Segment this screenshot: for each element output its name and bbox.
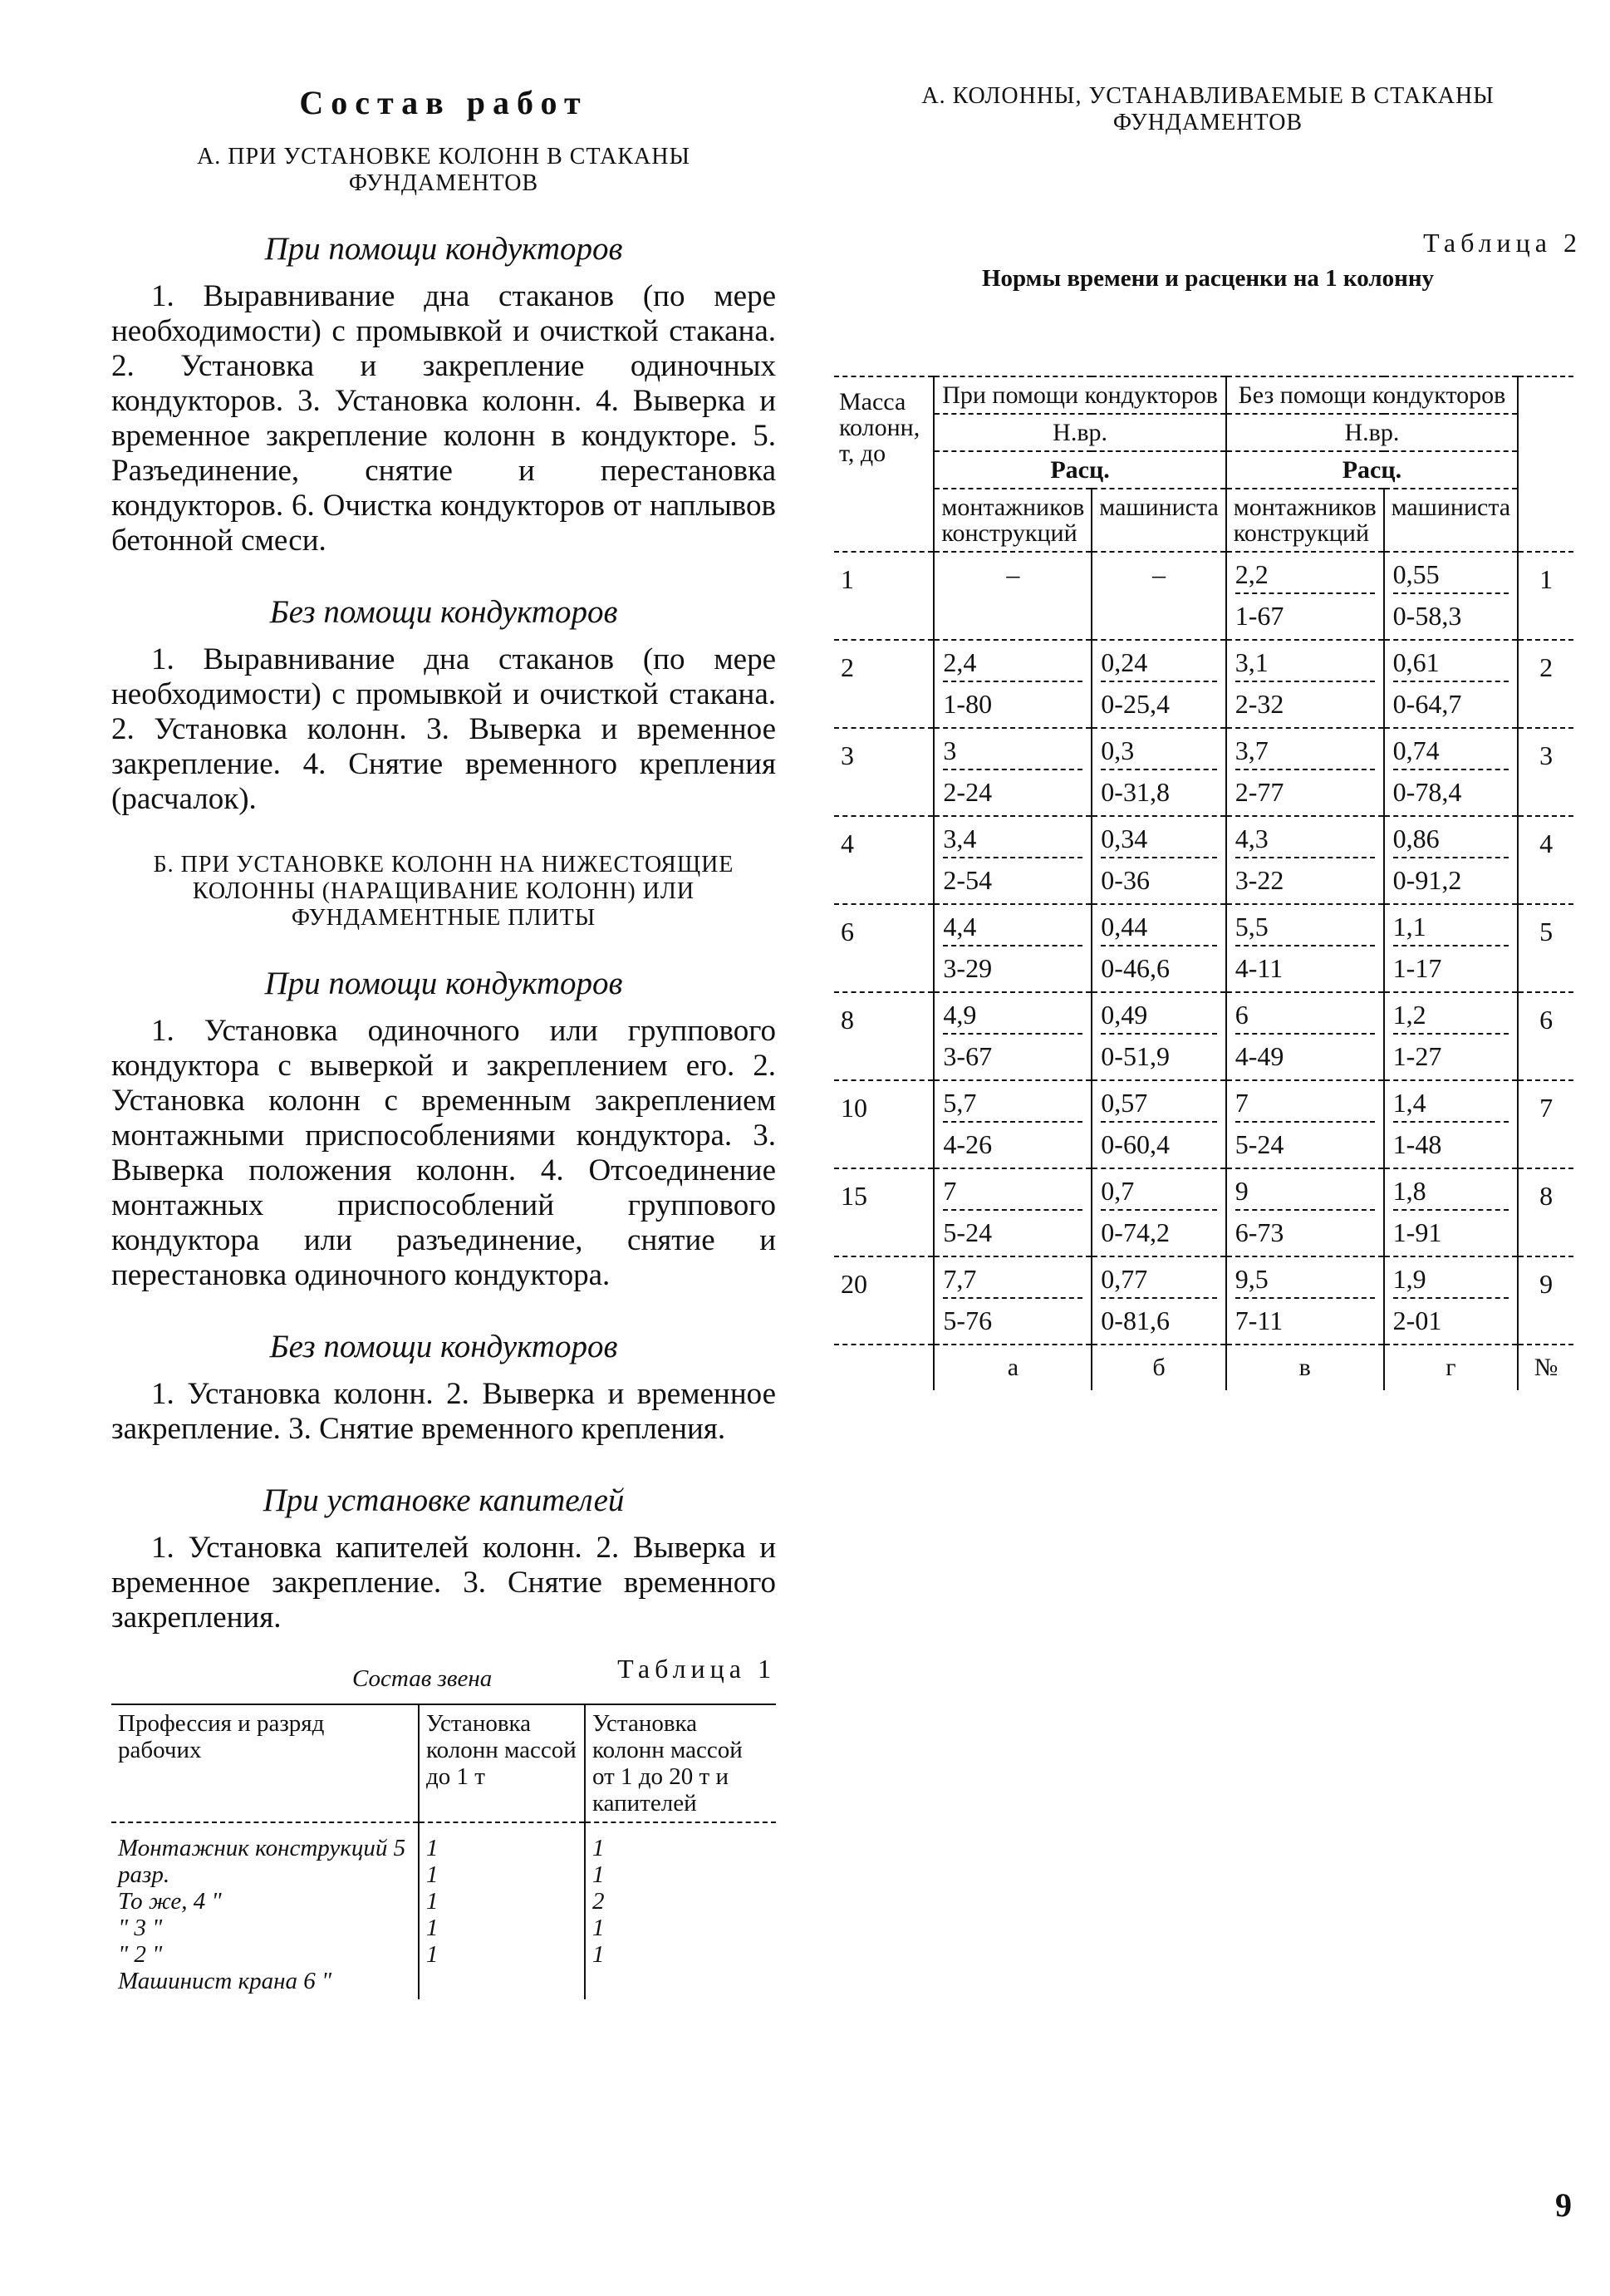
norm-cell	[1226, 728, 1384, 816]
table2-header-montazh-with: монтажников конструкций	[934, 489, 1092, 552]
rate: 1-27	[1392, 1041, 1442, 1071]
table2-footer-g: г	[1384, 1345, 1518, 1390]
time-norm: 0,44	[1101, 912, 1216, 946]
rate: 4-26	[943, 1129, 993, 1159]
table1-label: Таблица 1	[617, 1654, 776, 1684]
table2-header-with: При помощи кондукторов	[934, 376, 1225, 414]
table2-header-spacer	[1518, 376, 1573, 552]
norm-cell	[1384, 640, 1518, 728]
mass-cell: 4	[841, 828, 854, 858]
a-with-text: 1. Выравнивание дна стаканов (по мере необходимости) с промывкой и очисткой стакана. 2. Установка и закрепление одиночных кондукторов. 3. Установка колонн. 4. Выверка и временное закрепление колонн в кондукторе. 5. Разъединение, снятие и перестановка кондукторов. 6. Очистка кондукторов от наплывов бетонной смеси.	[111, 279, 776, 558]
count-cell: 1	[592, 1861, 605, 1888]
time-norm: 3,1	[1235, 647, 1375, 682]
time-norm: 0,55	[1393, 559, 1509, 594]
rate: 7-11	[1234, 1305, 1284, 1335]
time-norm: 0,77	[1101, 1264, 1216, 1299]
table1-col-1to20t	[585, 1822, 776, 1999]
profession-row: " 3 "	[118, 1915, 163, 1941]
norm-cell	[1226, 552, 1384, 640]
norm-cell	[1092, 904, 1225, 992]
a-without-subheading: Без помощи кондукторов	[269, 594, 618, 630]
time-norm: 0,34	[1101, 824, 1216, 858]
profession-row: То же, 4 "	[118, 1888, 222, 1915]
time-norm: 9	[1235, 1176, 1375, 1211]
rate: 0-46,6	[1101, 953, 1170, 983]
norm-cell	[1384, 728, 1518, 816]
time-norm: 0,24	[1101, 647, 1216, 682]
time-norm: 0,49	[1101, 1000, 1216, 1035]
table2-header-rasc-without: Расц.	[1226, 451, 1518, 489]
rate: 3-67	[943, 1041, 993, 1071]
table2-row	[834, 1080, 1573, 1168]
rate: 5-24	[1234, 1129, 1284, 1159]
rate: 5-76	[943, 1305, 993, 1335]
norm-cell	[1226, 1168, 1384, 1256]
row-number: 8	[1518, 1168, 1573, 1256]
rate: 1-67	[1234, 601, 1284, 631]
row-number: 7	[1518, 1080, 1573, 1168]
rate: 0-58,3	[1392, 601, 1462, 631]
b-without-subheading: Без помощи кондукторов	[269, 1329, 618, 1364]
rate: 2-77	[1234, 777, 1284, 807]
count-cell: 1	[592, 1915, 605, 1941]
time-norm: 2,2	[1235, 559, 1375, 594]
rate: 0-81,6	[1101, 1305, 1170, 1335]
time-norm: 0,57	[1101, 1088, 1216, 1123]
time-norm: 7	[943, 1176, 1082, 1211]
norm-cell	[1384, 904, 1518, 992]
norm-cell	[1092, 552, 1225, 640]
time-norm: 3,7	[1235, 735, 1375, 770]
row-number: 6	[1518, 992, 1573, 1080]
rate: 0-31,8	[1101, 777, 1170, 807]
mass-cell: 2	[841, 652, 854, 682]
count-cell: 2	[592, 1888, 605, 1915]
time-norm: 0,86	[1393, 824, 1509, 858]
count-cell: 1	[592, 1941, 605, 1968]
count-cell: 1	[426, 1835, 439, 1861]
table2-footer-blank	[834, 1345, 934, 1390]
time-norm: 7,7	[943, 1264, 1082, 1299]
table2-row	[834, 640, 1573, 728]
time-norm: 4,4	[943, 912, 1082, 946]
time-norm: 4,9	[943, 1000, 1082, 1035]
rate	[943, 592, 1082, 632]
mass-cell: 3	[841, 740, 854, 770]
page-number: 9	[1555, 2186, 1572, 2224]
norm-cell	[934, 728, 1092, 816]
rate: 2-01	[1392, 1305, 1442, 1335]
profession-row: Монтажник конструкций 5 разр.	[118, 1835, 406, 1888]
row-number: 5	[1518, 904, 1573, 992]
section-b-heading: Б. ПРИ УСТАНОВКЕ КОЛОНН НА НИЖЕСТОЯЩИЕ КОЛОННЫ (НАРАЩИВАНИЕ КОЛОНН) ИЛИ ФУНДАМЕНТНЫЕ ПЛИТЫ	[153, 852, 734, 931]
table2-footer-a: а	[934, 1345, 1092, 1390]
rate	[1101, 592, 1216, 632]
table1-professions	[111, 1822, 419, 1999]
rate: 2-24	[943, 777, 993, 807]
mass-cell: 20	[841, 1269, 867, 1299]
table2-header-nvr-with: Н.вр.	[934, 414, 1225, 451]
norm-cell	[1384, 992, 1518, 1080]
right-heading: А. КОЛОННЫ, УСТАНАВЛИВАЕМЫЕ В СТАКАНЫ ФУНДАМЕНТОВ	[921, 83, 1495, 135]
time-norm: 1,1	[1393, 912, 1509, 946]
profession-row: Машинист крана 6 "	[118, 1968, 332, 1994]
mass-cell: 6	[841, 917, 854, 946]
table2-header-mashin-with: машиниста	[1092, 489, 1225, 552]
rate: 0-78,4	[1392, 777, 1462, 807]
mass-cell: 15	[841, 1181, 867, 1211]
norm-cell	[934, 640, 1092, 728]
norm-cell	[1384, 816, 1518, 904]
a-with-subheading: При помощи кондукторов	[264, 231, 623, 267]
table1-header-1to20t: Установка колонн массой от 1 до 20 т и капителей	[585, 1704, 776, 1822]
time-norm: 1,9	[1393, 1264, 1509, 1299]
capitals-subheading: При установке капителей	[263, 1482, 625, 1518]
norm-cell	[934, 816, 1092, 904]
norm-cell	[934, 904, 1092, 992]
rate: 2-32	[1234, 689, 1284, 719]
mass-cell: 1	[841, 564, 854, 594]
rate: 0-91,2	[1392, 865, 1462, 895]
rate: 1-80	[943, 689, 993, 719]
table2-header-rasc-with: Расц.	[934, 451, 1225, 489]
norm-cell	[934, 1256, 1092, 1345]
table2-row	[834, 816, 1573, 904]
rate: 0-25,4	[1101, 689, 1170, 719]
count-cell: 1	[426, 1941, 439, 1968]
time-norm: 2,4	[943, 647, 1082, 682]
b-with-subheading: При помощи кондукторов	[264, 966, 623, 1001]
rate: 4-11	[1234, 953, 1284, 983]
norms-table	[834, 376, 1573, 1390]
table1-col-upto1t	[419, 1822, 585, 1999]
table2-header-nvr-without: Н.вр.	[1226, 414, 1518, 451]
norm-cell	[934, 552, 1092, 640]
rate: 1-48	[1392, 1129, 1442, 1159]
norm-cell	[1384, 1168, 1518, 1256]
table2-row	[834, 992, 1573, 1080]
norm-cell	[1092, 640, 1225, 728]
norm-cell	[1226, 1080, 1384, 1168]
table2-footer-no: №	[1518, 1345, 1573, 1390]
rate: 1-17	[1392, 953, 1442, 983]
time-norm: 0,74	[1393, 735, 1509, 770]
table2-header-massa: Масса колонн, т, до	[839, 388, 920, 467]
count-cell: 1	[426, 1915, 439, 1941]
time-norm: –	[1006, 559, 1020, 589]
table2-footer-b: б	[1092, 1345, 1225, 1390]
time-norm: 5,7	[943, 1088, 1082, 1123]
rate: 3-22	[1234, 865, 1284, 895]
norm-cell	[934, 1168, 1092, 1256]
norm-cell	[1384, 1080, 1518, 1168]
norm-cell	[1092, 728, 1225, 816]
rate: 0-74,2	[1101, 1217, 1170, 1247]
table2-label: Таблица 2	[1423, 228, 1582, 258]
rate: 0-60,4	[1101, 1129, 1170, 1159]
table2-footer-v: в	[1226, 1345, 1384, 1390]
row-number: 1	[1518, 552, 1573, 640]
norm-cell	[1384, 552, 1518, 640]
norm-cell	[1092, 992, 1225, 1080]
row-number: 4	[1518, 816, 1573, 904]
row-number: 9	[1518, 1256, 1573, 1345]
row-number: 2	[1518, 640, 1573, 728]
b-with-text: 1. Установка одиночного или группового кондуктора с выверкой и закреплением его. 2. Установка колонн с временным закреплением монтажными приспособлениями кондуктора. 3. Выверка положения колонн. 4. Отсоединение монтажных приспособлений группового кондуктора или разъединение, снятие и перестановка одиночного кондуктора.	[111, 1014, 776, 1292]
table1-caption: Состав звена	[352, 1665, 493, 1692]
section-a-heading: А. ПРИ УСТАНОВКЕ КОЛОНН В СТАКАНЫ ФУНДАМЕНТОВ	[197, 144, 690, 196]
time-norm: 1,2	[1393, 1000, 1509, 1035]
rate: 4-49	[1234, 1041, 1284, 1071]
b-without-text: 1. Установка колонн. 2. Выверка и временное закрепление. 3. Снятие временного крепления.	[111, 1377, 776, 1446]
table2-header-montazh-without: монтажников конструкций	[1226, 489, 1384, 552]
crew-table	[111, 1704, 776, 1999]
time-norm: –	[1152, 559, 1166, 589]
rate: 3-29	[943, 953, 993, 983]
rate: 2-54	[943, 865, 993, 895]
rate: 5-24	[943, 1217, 993, 1247]
table2-header-mashin-without: машиниста	[1384, 489, 1518, 552]
left-column	[111, 83, 776, 1999]
mass-cell: 10	[841, 1093, 867, 1123]
norm-cell	[1226, 1256, 1384, 1345]
table1-header-profession: Профессия и разряд рабочих	[111, 1704, 419, 1822]
norm-cell	[1384, 1256, 1518, 1345]
time-norm: 3	[943, 735, 1082, 770]
rate: 0-36	[1101, 865, 1150, 895]
time-norm: 0,3	[1101, 735, 1216, 770]
a-without-text: 1. Выравнивание дна стаканов (по мере необходимости) с промывкой и очисткой стакана. 2. Установка колонн. 3. Выверка и временное закрепление. 4. Снятие временного крепления (расчалок).	[111, 642, 776, 816]
table2-row	[834, 552, 1573, 640]
rate: 6-73	[1234, 1217, 1284, 1247]
capitals-text: 1. Установка капителей колонн. 2. Выверка и временное закрепление. 3. Снятие временного закрепления.	[111, 1531, 776, 1635]
norm-cell	[1092, 1080, 1225, 1168]
section-title: Состав работ	[299, 84, 588, 121]
rate: 1-91	[1392, 1217, 1442, 1247]
count-cell: 1	[592, 1835, 605, 1861]
table2-body	[834, 552, 1573, 1345]
table1-header-area	[111, 1654, 776, 1692]
time-norm: 7	[1235, 1088, 1375, 1123]
count-cell: 1	[426, 1888, 439, 1915]
norm-cell	[934, 992, 1092, 1080]
norm-cell	[1092, 1256, 1225, 1345]
time-norm: 0,61	[1393, 647, 1509, 682]
norm-cell	[1226, 904, 1384, 992]
time-norm: 0,7	[1101, 1176, 1216, 1211]
time-norm: 9,5	[1235, 1264, 1375, 1299]
norm-cell	[1226, 816, 1384, 904]
norm-cell	[934, 1080, 1092, 1168]
time-norm: 4,3	[1235, 824, 1375, 858]
table2-row	[834, 1256, 1573, 1345]
mass-cell: 8	[841, 1005, 854, 1035]
norm-cell	[1092, 816, 1225, 904]
profession-row: " 2 "	[118, 1941, 163, 1968]
time-norm: 3,4	[943, 824, 1082, 858]
table2-row	[834, 904, 1573, 992]
time-norm: 6	[1235, 1000, 1375, 1035]
time-norm: 5,5	[1235, 912, 1375, 946]
norm-cell	[1092, 1168, 1225, 1256]
time-norm: 1,8	[1393, 1176, 1509, 1211]
table2-caption: Нормы времени и расценки на 1 колонну	[981, 265, 1435, 292]
time-norm: 1,4	[1393, 1088, 1509, 1123]
norm-cell	[1226, 992, 1384, 1080]
table1-header-upto1t: Установка колонн массой до 1 т	[419, 1704, 585, 1822]
count-cell: 1	[426, 1861, 439, 1888]
row-number: 3	[1518, 728, 1573, 816]
right-column	[834, 83, 1582, 1390]
table2-row	[834, 1168, 1573, 1256]
norm-cell	[1226, 640, 1384, 728]
table2-row	[834, 728, 1573, 816]
rate: 0-51,9	[1101, 1041, 1170, 1071]
rate: 0-64,7	[1392, 689, 1462, 719]
table2-header-without: Без помощи кондукторов	[1226, 376, 1518, 414]
